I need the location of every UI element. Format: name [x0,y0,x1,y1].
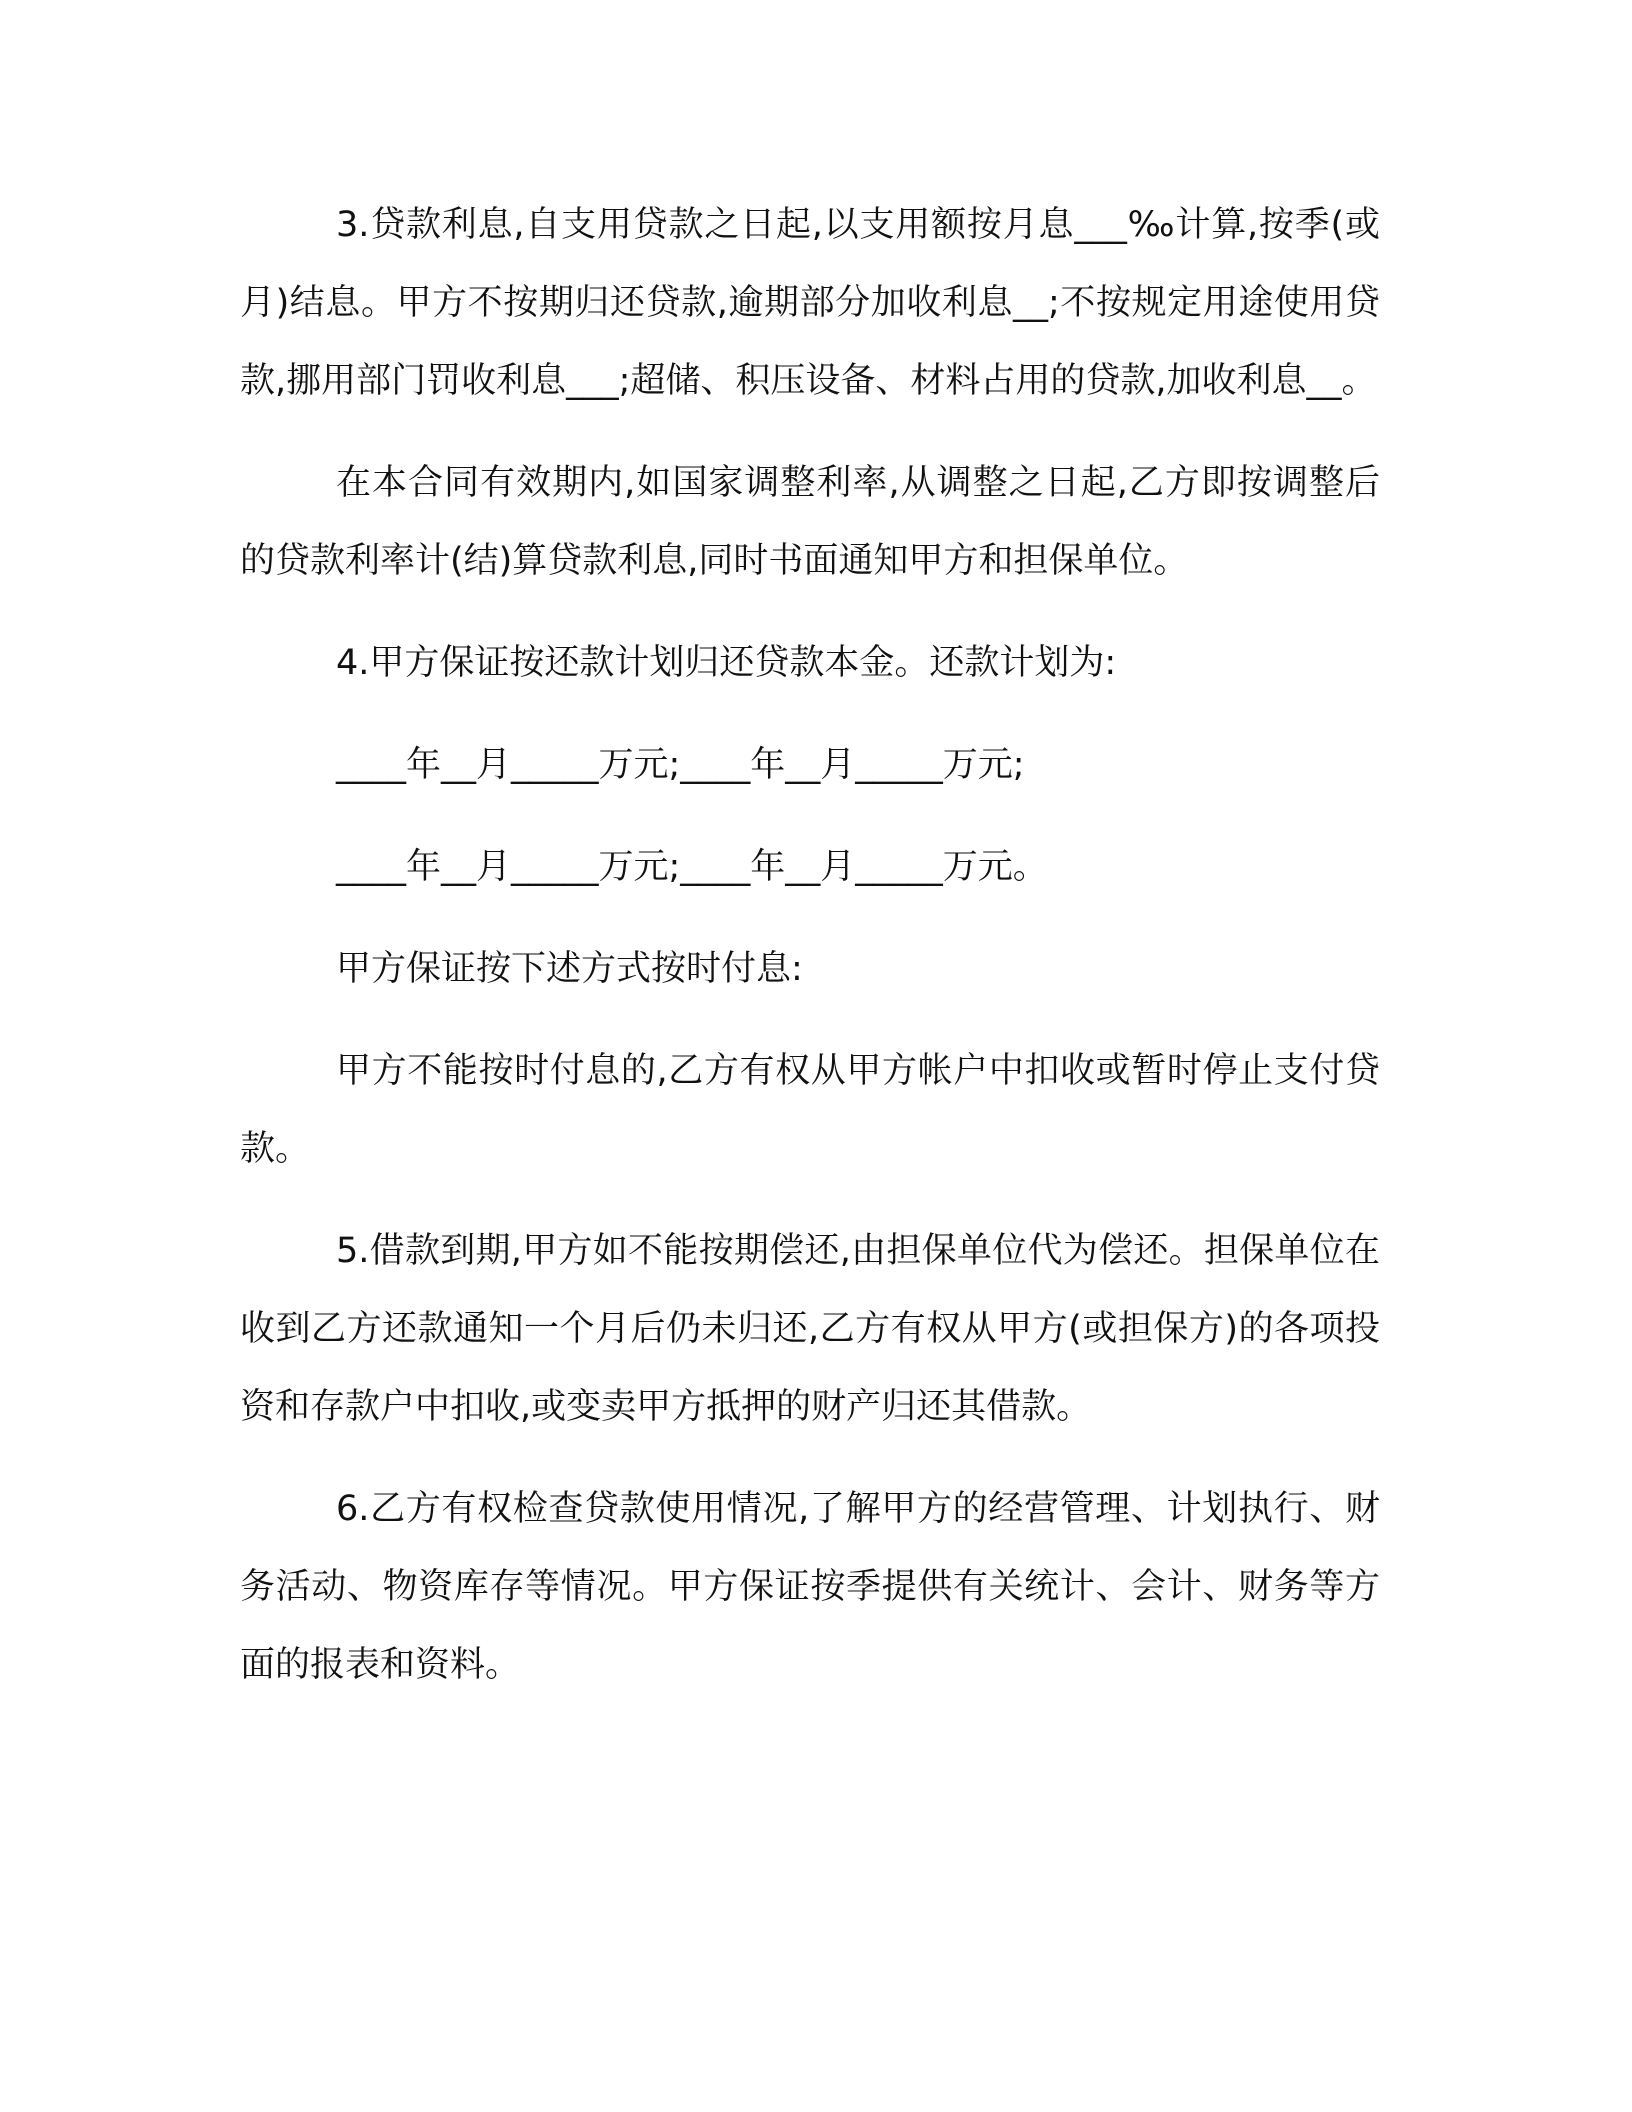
paragraph-repayment-plan: 4.甲方保证按还款计划归还贷款本金。还款计划为: [336,643,1117,683]
repayment-schedule-line-2: ____年__月_____万元;____年__月_____万元。 [336,847,1048,887]
paragraph-late-interest: 甲方不能按时付息的,乙方有权从甲方帐户中扣收或暂时停止支付贷款。 [240,1051,1380,1169]
paragraph-rate-adjustment: 在本合同有效期内,如国家调整利率,从调整之日起,乙方即按调整后的贷款利率计(结)算贷款利息,同时书面通知甲方和担保单位。 [240,463,1380,581]
paragraph-inspection-rights: 6.乙方有权检查贷款使用情况,了解甲方的经营管理、计划执行、财务活动、物资库存等情况。甲方保证按季提供有关统计、会计、财务等方面的报表和资料。 [240,1489,1380,1685]
paragraph-interest-payment-method: 甲方保证按下述方式按时付息: [336,949,803,989]
paragraph-guarantor-repayment: 5.借款到期,甲方如不能按期偿还,由担保单位代为偿还。担保单位在收到乙方还款通知一个月后仍未归还,乙方有权从甲方(或担保方)的各项投资和存款户中扣收,或变卖甲方抵押的财产归还其借款。 [240,1231,1380,1427]
paragraph-interest-terms: 3.贷款利息,自支用贷款之日起,以支用额按月息___‰计算,按季(或月)结息。甲方不按期归还贷款,逾期部分加收利息__;不按规定用途使用贷款,挪用部门罚收利息___;超储、积压设备、材料占用的贷款,加收利息__。 [240,205,1380,401]
repayment-schedule-line-1: ____年__月_____万元;____年__月_____万元; [336,745,1025,785]
document-body [240,186,1380,1704]
